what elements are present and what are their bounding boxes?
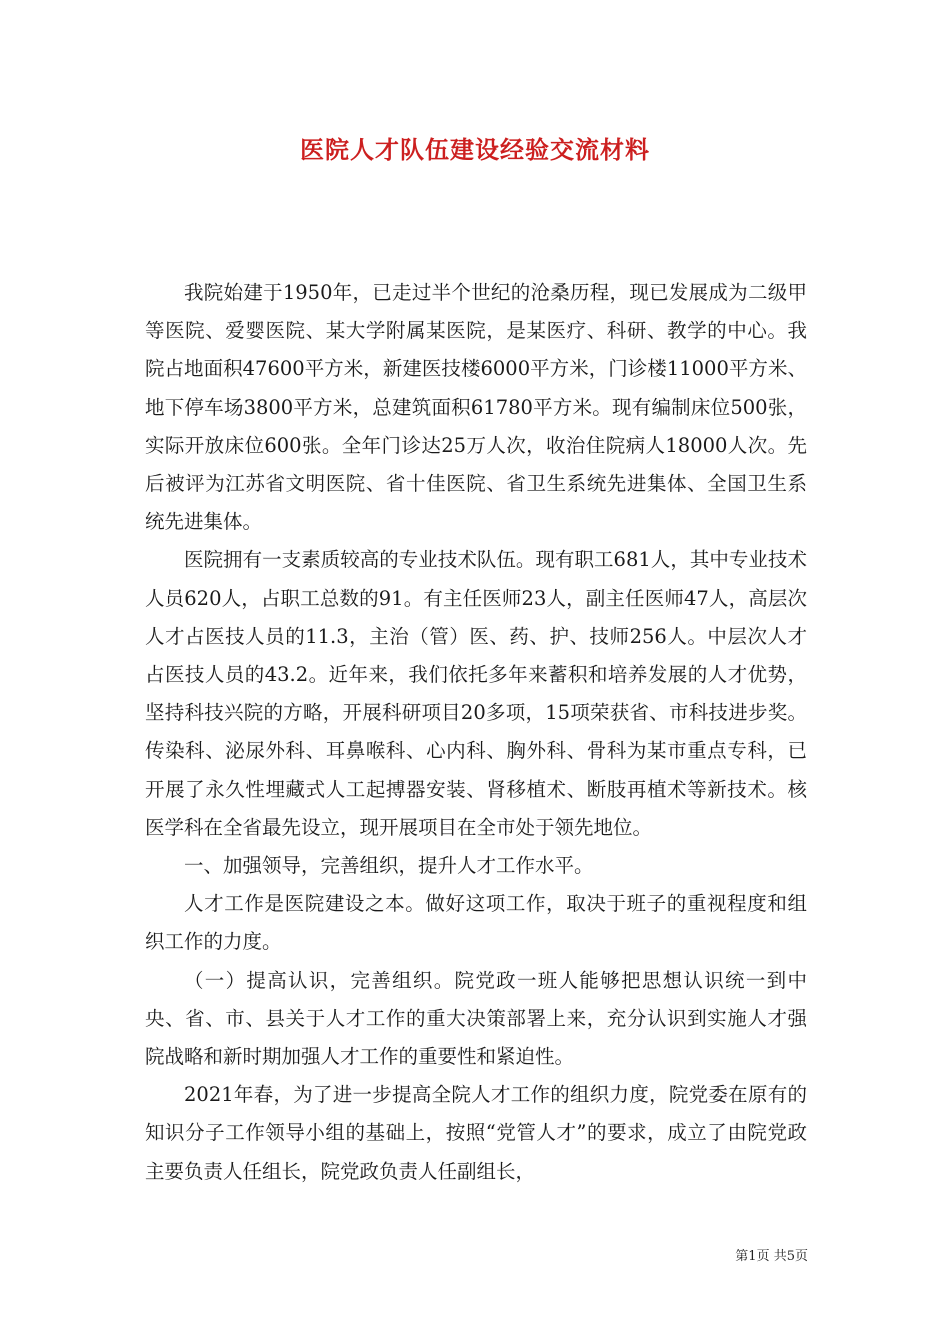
paragraph-hospital-overview: 我院始建于1950年，已走过半个世纪的沧桑历程，现已发展成为二级甲等医院、爱婴医院、某大学附属某医院，是某医疗、科研、教学的中心。我院占地面积47600平方米，新建医技楼6000平方米，门诊楼11000平方米、地下停车场3800平方米，总建筑面积61780平方米。现有编制床位500张，实际开放床位600张。全年门诊达25万人次，收治住院病人18000人次。先后被评为江苏省文明医院、省十佳医院、省卫生系统先进集体、全国卫生系统先进集体。 [145,281,807,534]
paragraph-raise-awareness: （一）提高认识，完善组织。院党政一班人能够把思想认识统一到中央、省、市、县关于人才工作的重大决策部署上来，充分认识到实施人才强院战略和新时期加强人才工作的重要性和紧迫性。 [145,968,807,1069]
footer-current-page: 1 [748,1249,757,1264]
section-heading-leadership: 一、加强领导，完善组织，提升人才工作水平。 [184,854,594,878]
footer-prefix: 第 [735,1249,749,1264]
document-body [145,274,807,1191]
footer-suffix: 页 [794,1249,808,1264]
paragraph-2021-spring: 2021年春，为了进一步提高全院人才工作的组织力度，院党委在原有的知识分子工作领导小组的基础上，按照“党管人才”的要求，成立了由院党政主要负责人任组长，院党政负责人任副组长， [145,1083,807,1183]
paragraph-talent-foundation: 人才工作是医院建设之本。做好这项工作，取决于班子的重视程度和组织工作的力度。 [145,892,807,954]
document-title: 医院人才队伍建设经验交流材料 [300,135,650,164]
page-number-footer [735,1248,808,1266]
paragraph-staff-team: 医院拥有一支素质较高的专业技术队伍。现有职工681人，其中专业技术人员620人，占职工总数的91。有主任医师23人，副主任医师47人，高层次人才占医技人员的11.3，主治（管）医、药、护、技师256人。中层次人才占医技人员的43.2。近年来，我们依托多年来蓄积和培养发展的人才优势，坚持科技兴院的方略，开展科研项目20多项，15项荣获省、市科技进步奖。传染科、泌尿外科、耳鼻喉科、心内科、胸外科、骨科为某市重点专科，已开展了永久性埋藏式人工起搏器安装、肾移植术、断肢再植术等新技术。核医学科在全省最先设立，现开展项目在全市处于领先地位。 [145,548,807,839]
footer-middle: 页 共 [756,1249,787,1264]
footer-total-pages: 5 [786,1249,795,1264]
